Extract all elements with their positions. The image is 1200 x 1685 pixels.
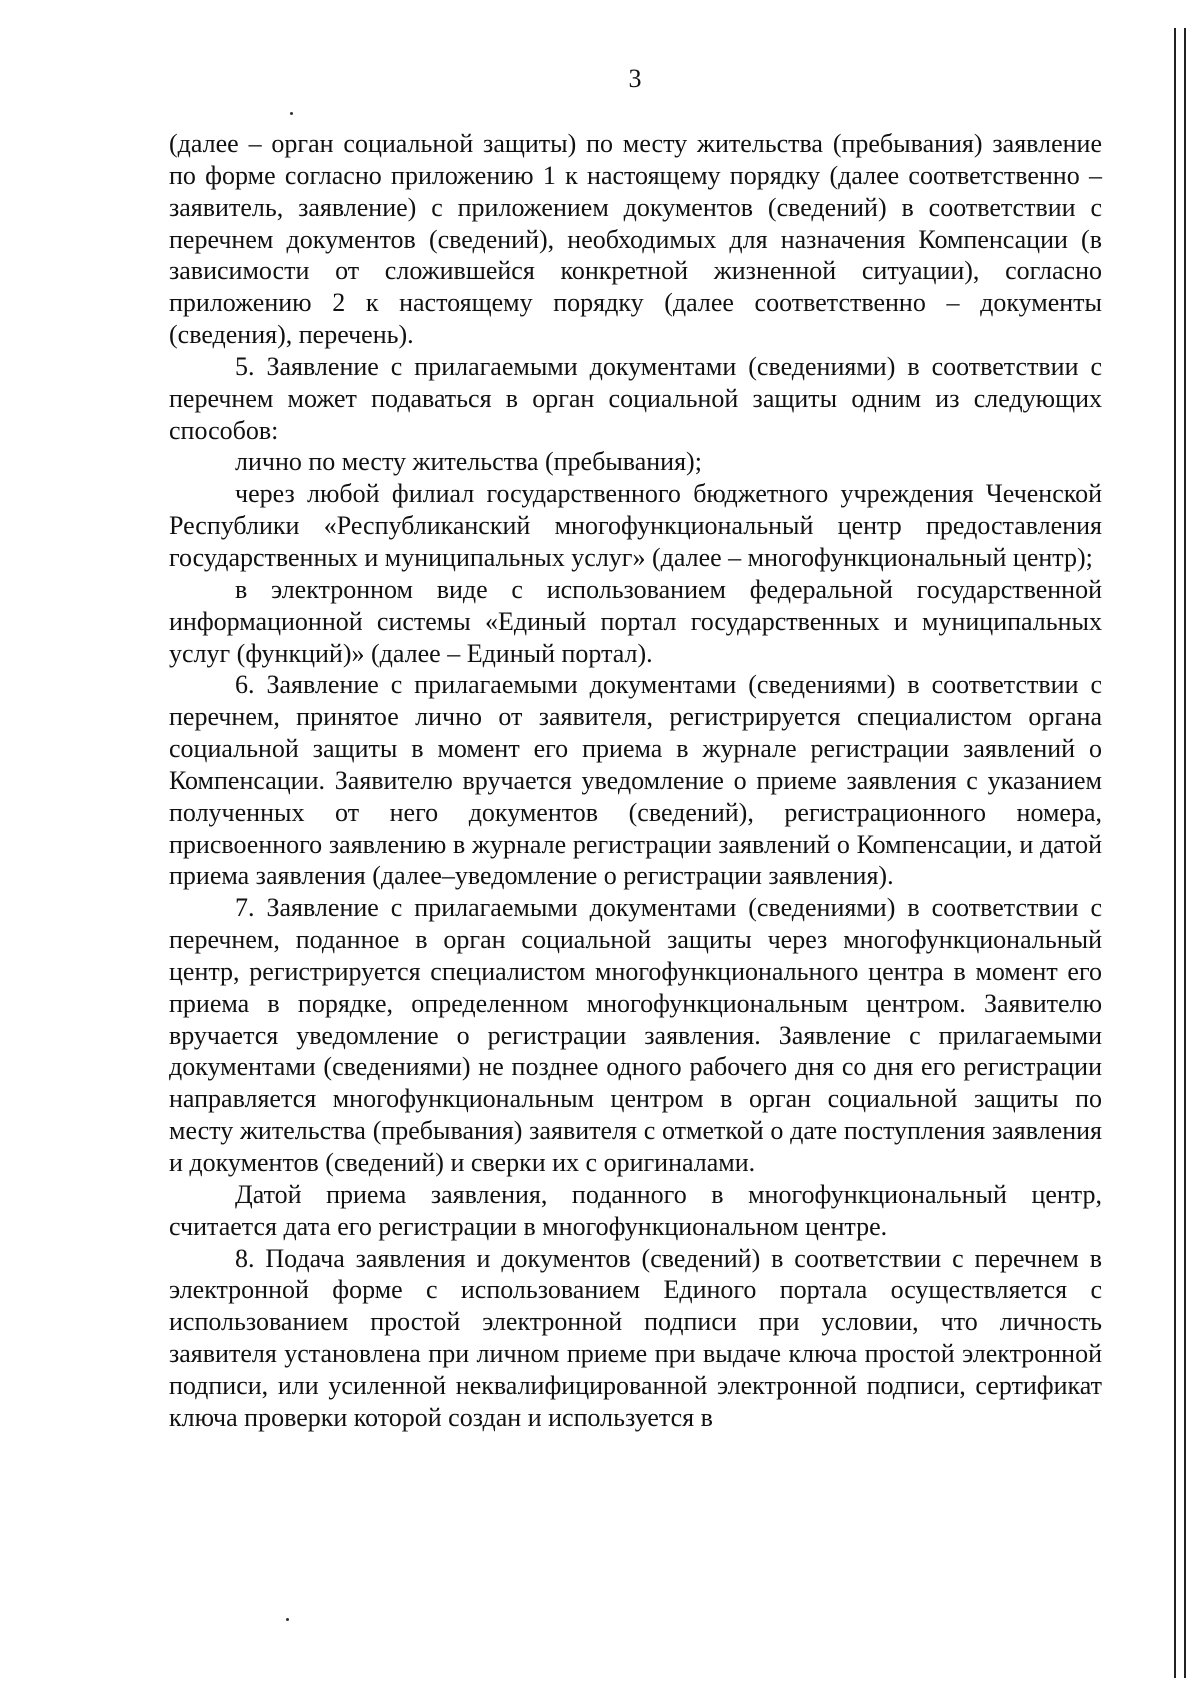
document-body (169, 128, 1102, 1434)
paragraph-date-of-receipt: Датой приема заявления, поданного в многофункциональный центр, считается дата его регистрации в многофункциональном центре. (169, 1179, 1102, 1241)
paragraph-item-6: 6. Заявление с прилагаемыми документами (сведениями) в соответствии с перечнем, принятое лично от заявителя, регистрируется специалистом органа социальной защиты в момент его приема в журнале регистрации заявлений о Компенсации. Заявителю вручается уведомление о приеме заявления с указанием полученных от него документов (сведений), регистрационного номера, присвоенного заявлению в журнале регистрации заявлений о Компенсации, и датой приема заявления (далее–уведомление о регистрации заявления). (169, 670, 1102, 891)
paragraph-method-in-person: лично по месту жительства (пребывания); (235, 447, 702, 477)
paragraph-item-8: 8. Подача заявления и документов (сведений) в соответствии с перечнем в электронной форме с использованием Единого портала осуществляется с использованием простой электронной подписи при условии, что личность заявителя установлена при личном приеме при выдаче ключа простой электронной подписи, или усиленной неквалифицированной электронной подписи, сертификат ключа проверки которой создан и используется в (169, 1243, 1102, 1432)
scan-speck (286, 1618, 289, 1621)
page-number: 3 (628, 64, 642, 93)
paragraph-method-mfc: через любой филиал государственного бюджетного учреждения Чеченской Республики «Республиканский многофункциональный центр предоставления государственных и муниципальных услуг» (далее – многофункциональный центр); (169, 479, 1102, 572)
scan-edge-frame (1174, 28, 1186, 1678)
paragraph-item-7: 7. Заявление с прилагаемыми документами (сведениями) в соответствии с перечнем, поданное в орган социальной защиты через многофункциональный центр, регистрируется специалистом многофункционального центра в момент его приема в порядке, определенном многофункциональным центром. Заявителю вручается уведомление о регистрации заявления. Заявление с прилагаемыми документами (сведениями) не позднее одного рабочего дня со дня его регистрации направляется многофункциональным центром в орган социальной защиты по месту жительства (пребывания) заявителя с отметкой о дате поступления заявления и документов (сведений) и сверки их с оригиналами. (169, 893, 1102, 1177)
scan-speck (290, 112, 293, 115)
paragraph-continuation: (далее – орган социальной защиты) по месту жительства (пребывания) заявление по форме согласно приложению 1 к настоящему порядку (далее соответственно – заявитель, заявление) с приложением документов (сведений) в соответствии с перечнем документов (сведений), необходимых для назначения Компенсации (в зависимости от сложившейся конкретной жизненной ситуации), согласно приложению 2 к настоящему порядку (далее соответственно – документы (сведения), перечень). (169, 129, 1102, 350)
paragraph-method-electronic: в электронном виде с использованием федеральной государственной информационной системы «Единый портал государственных и муниципальных услуг (функций)» (далее – Единый портал). (169, 574, 1102, 668)
paragraph-item-5: 5. Заявление с прилагаемыми документами (сведениями) в соответствии с перечнем может подаваться в орган социальной защиты одним из следующих способов: (169, 351, 1102, 445)
